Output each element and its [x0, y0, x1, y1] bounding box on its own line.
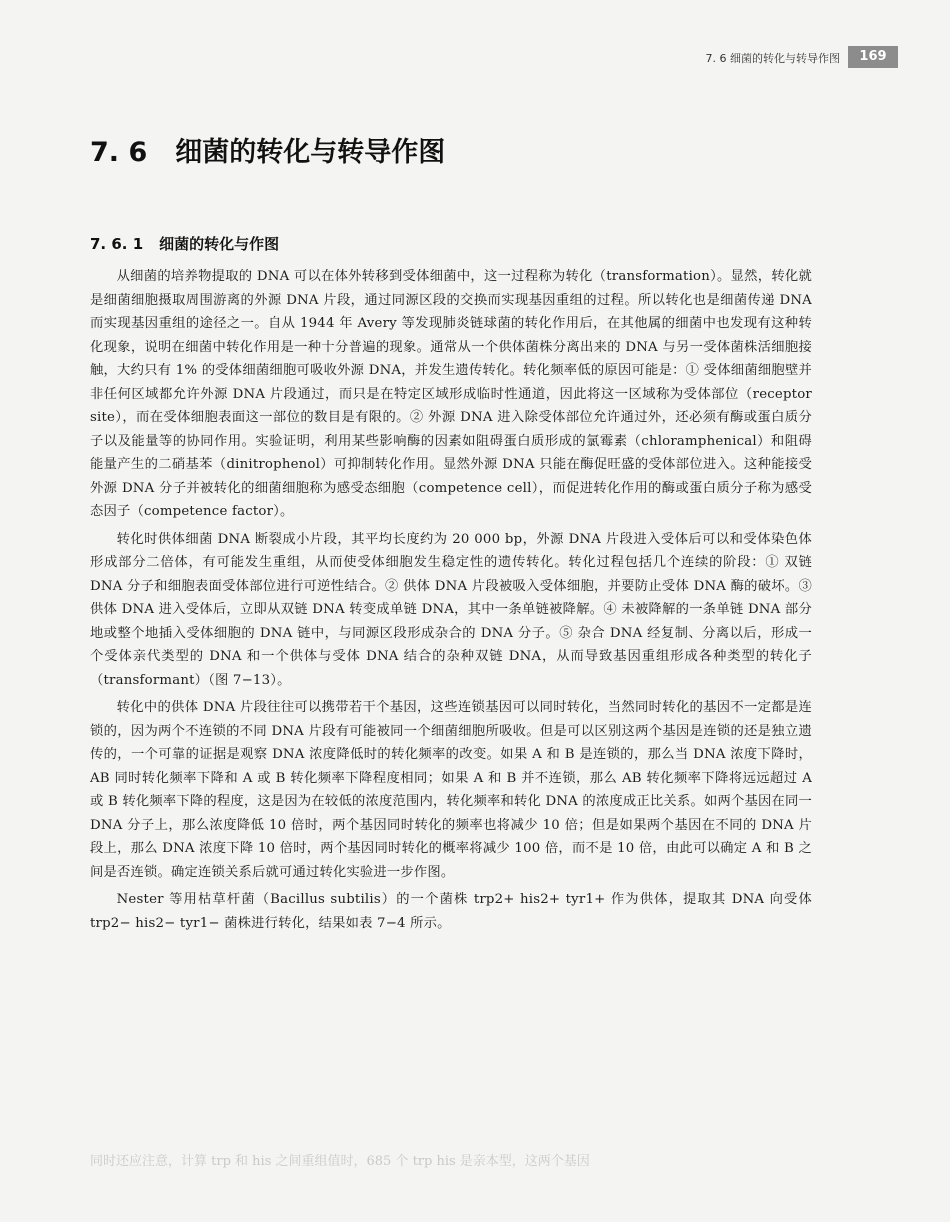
paragraph-linkage-test: 转化中的供体 DNA 片段往往可以携带若干个基因，这些连锁基因可以同时转化，当然同时转化的基因不一定都是连锁的，因为两个不连锁的不同 DNA 片段有可能被同一个细菌细胞所吸收。但是可以区别这两个基因是连锁的还是独立遗传的，一个可靠的证据是观察 DNA 浓度降低时的转化频率的改变。如果 A 和 B 是连锁的，那么当 DNA 浓度下降时，AB 同时转化频率下降和 A 或 B 转化频率下降程度相同；如果 A 和 B 并不连锁，那么 AB 转化频率下降将远远超过 A 或 B 转化频率下降的程度，这是因为在较低的浓度范围内，转化频率和转化 DNA 的浓度成正比关系。如两个基因在同一 DNA 分子上，那么浓度降低 10 倍时，两个基因同时转化的频率也将减少 10 倍；但是如果两个基因在不同的 DNA 片段上，那么 DNA 浓度下降 10 倍时，两个基因同时转化的概率将减少 100 倍，而不是 10 倍，由此可以确定 A 和 B 之间是否连锁。确定连锁关系后就可通过转化实验进一步作图。 — [90, 700, 812, 880]
section-number: 7. 6 — [90, 137, 148, 168]
subsection-heading — [90, 233, 279, 254]
section-heading — [90, 130, 445, 169]
paragraph-nester-experiment: Nester 等用枯草杆菌（Bacillus subtilis）的一个菌株 trp2+ his2+ tyr1+ 作为供体，提取其 DNA 向受体 trp2− his2− tyr1− 菌株进行转化，结果如表 7−4 所示。 — [90, 892, 812, 931]
paragraph-transformation-intro: 从细菌的培养物提取的 DNA 可以在体外转移到受体细菌中，这一过程称为转化（transformation）。显然，转化就是细菌细胞摄取周围游离的外源 DNA 片段，通过同源区段的交换而实现基因重组的过程。所以转化也是细菌传递 DNA 而实现基因重组的途径之一。自从 1944 年 Avery 等发现肺炎链球菌的转化作用后，在其他属的细菌中也发现有这种转化现象，说明在细菌中转化作用是一种十分普遍的现象。通常从一个供体菌株分离出来的 DNA 与另一受体菌株活细胞接触，大约只有 1% 的受体细菌细胞可吸收外源 DNA，并发生遗传转化。转化频率低的原因可能是：① 受体细菌细胞壁并非任何区域都允许外源 DNA 片段通过，而只是在特定区域形成临时性通道，因此将这一区域称为受体部位（receptor site），而在受体细胞表面这一部位的数目是有限的。② 外源 DNA 进入除受体部位允许通过外，还必须有酶或蛋白质分子以及能量等的协同作用。实验证明，利用某些影响酶的因素如阻碍蛋白质形成的氯霉素（chloramphenical）和阻碍能量产生的二硝基苯（dinitrophenol）可抑制转化作用。显然外源 DNA 只能在酶促旺盛的受体部位进入。这种能接受外源 DNA 分子并被转化的细菌细胞称为感受态细胞（competence cell），而促进转化作用的酶或蛋白质分子称为感受态因子（competence factor）。 — [90, 269, 812, 519]
running-head: 7. 6 细菌的转化与转导作图 — [705, 52, 840, 65]
paragraph-transformation-stages: 转化时供体细菌 DNA 断裂成小片段，其平均长度约为 20 000 bp，外源 DNA 片段进入受体后可以和受体染色体形成部分二倍体，有可能发生重组，从而使受体细胞发生稳定性的遗传转化。转化过程包括几个连续的阶段：① 双链 DNA 分子和细胞表面受体部位进行可逆性结合。② 供体 DNA 片段被吸入受体细胞，并要防止受体 DNA 酶的破坏。③ 供体 DNA 进入受体后，立即从双链 DNA 转变成单链 DNA，其中一条单链被降解。④ 未被降解的一条单链 DNA 部分地或整个地插入受体细胞的 DNA 链中，与同源区段形成杂合的 DNA 分子。⑤ 杂合 DNA 经复制、分离以后，形成一个受体亲代类型的 DNA 和一个供体与受体 DNA 结合的杂种双链 DNA，从而导致基因重组形成各种类型的转化子（transformant）（图 7−13）。 — [90, 531, 812, 688]
section-title-text: 细菌的转化与转导作图 — [175, 137, 446, 168]
body-text — [90, 265, 812, 939]
bleed-through-text: 同时还应注意，计算 trp 和 his 之间重组值时，685 个 trp his 是亲本型，这两个基因 — [90, 1154, 590, 1169]
subsection-number: 7. 6. 1 — [90, 235, 144, 253]
subsection-title-text: 细菌的转化与作图 — [159, 235, 280, 253]
page-number-badge: 169 — [848, 46, 898, 68]
